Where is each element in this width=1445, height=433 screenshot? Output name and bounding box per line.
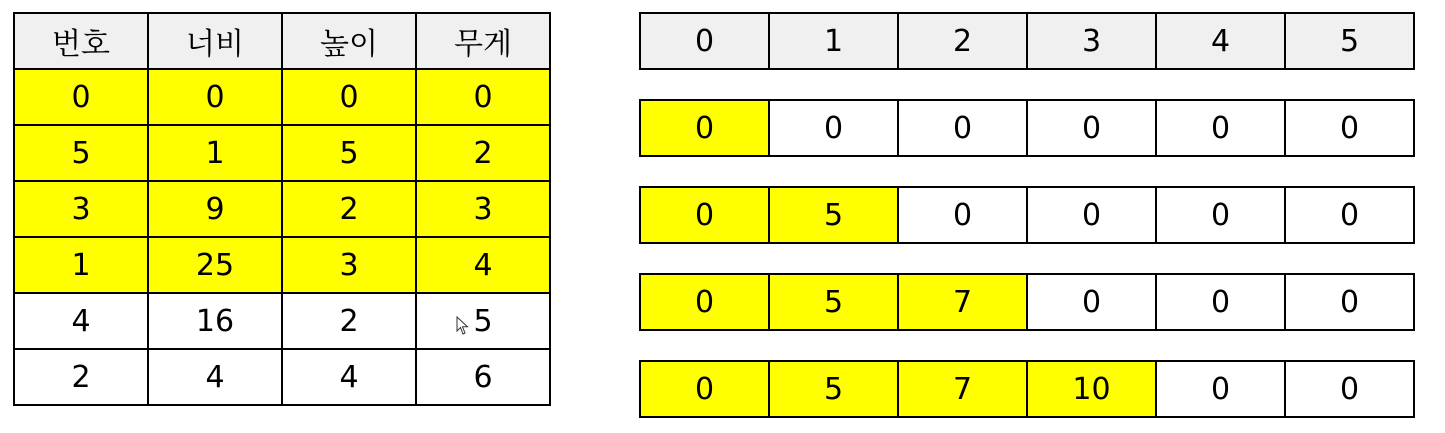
cell-weight: 4 <box>416 237 550 293</box>
dp-value-cell: 7 <box>898 361 1027 417</box>
dp-value-cell: 0 <box>1027 274 1156 330</box>
cell-weight: 0 <box>416 69 550 125</box>
dp-value-cell: 0 <box>898 187 1027 243</box>
table-row <box>14 125 550 181</box>
dp-value-cell: 0 <box>1285 361 1414 417</box>
table-row <box>14 349 550 405</box>
cell-height: 5 <box>282 125 416 181</box>
cell-weight: 5 <box>416 293 550 349</box>
dp-value-cell: 10 <box>1027 361 1156 417</box>
dp-value-cell: 0 <box>1156 187 1285 243</box>
cell-weight: 6 <box>416 349 550 405</box>
dp-state-row <box>639 273 1415 331</box>
dp-state-row <box>639 186 1415 244</box>
dp-value-cell: 0 <box>1156 274 1285 330</box>
dp-value-cell: 0 <box>769 100 898 156</box>
dp-state-row <box>639 99 1415 157</box>
cell-height: 2 <box>282 293 416 349</box>
header-height: 높이 <box>282 13 416 69</box>
dp-value-cell: 0 <box>640 187 769 243</box>
cell-width: 25 <box>148 237 282 293</box>
items-table <box>13 12 551 406</box>
dp-value-cell: 0 <box>1156 361 1285 417</box>
cell-height: 4 <box>282 349 416 405</box>
header-weight: 무게 <box>416 13 550 69</box>
cell-height: 2 <box>282 181 416 237</box>
mouse-cursor-icon <box>456 316 470 336</box>
cell-height: 0 <box>282 69 416 125</box>
cell-number: 3 <box>14 181 148 237</box>
dp-index-header <box>639 12 1415 70</box>
dp-index-cell: 4 <box>1156 13 1285 69</box>
cell-weight: 2 <box>416 125 550 181</box>
cell-width: 4 <box>148 349 282 405</box>
dp-state-row <box>639 360 1415 418</box>
dp-value-cell: 0 <box>1285 100 1414 156</box>
cell-number: 4 <box>14 293 148 349</box>
cell-number: 1 <box>14 237 148 293</box>
dp-value-cell: 0 <box>1027 187 1156 243</box>
dp-value-cell: 0 <box>1285 187 1414 243</box>
cell-width: 1 <box>148 125 282 181</box>
table-row <box>14 237 550 293</box>
dp-value-cell: 0 <box>640 274 769 330</box>
header-number: 번호 <box>14 13 148 69</box>
dp-value-cell: 5 <box>769 187 898 243</box>
dp-value-cell: 0 <box>1285 274 1414 330</box>
cell-weight: 3 <box>416 181 550 237</box>
cell-width: 9 <box>148 181 282 237</box>
dp-index-cell: 1 <box>769 13 898 69</box>
dp-value-cell: 0 <box>640 100 769 156</box>
dp-value-cell: 5 <box>769 361 898 417</box>
cell-number: 2 <box>14 349 148 405</box>
dp-index-cell: 3 <box>1027 13 1156 69</box>
table-row <box>14 69 550 125</box>
cell-width: 16 <box>148 293 282 349</box>
dp-index-cell: 2 <box>898 13 1027 69</box>
dp-value-cell: 0 <box>1027 100 1156 156</box>
dp-value-cell: 7 <box>898 274 1027 330</box>
dp-value-cell: 0 <box>640 361 769 417</box>
table-row <box>14 181 550 237</box>
dp-index-cell: 0 <box>640 13 769 69</box>
items-table-header-row <box>14 13 550 69</box>
header-width: 너비 <box>148 13 282 69</box>
cell-number: 5 <box>14 125 148 181</box>
dp-value-cell: 0 <box>1156 100 1285 156</box>
cell-height: 3 <box>282 237 416 293</box>
cell-width: 0 <box>148 69 282 125</box>
dp-value-cell: 0 <box>898 100 1027 156</box>
dp-index-cell: 5 <box>1285 13 1414 69</box>
cell-number: 0 <box>14 69 148 125</box>
dp-value-cell: 5 <box>769 274 898 330</box>
